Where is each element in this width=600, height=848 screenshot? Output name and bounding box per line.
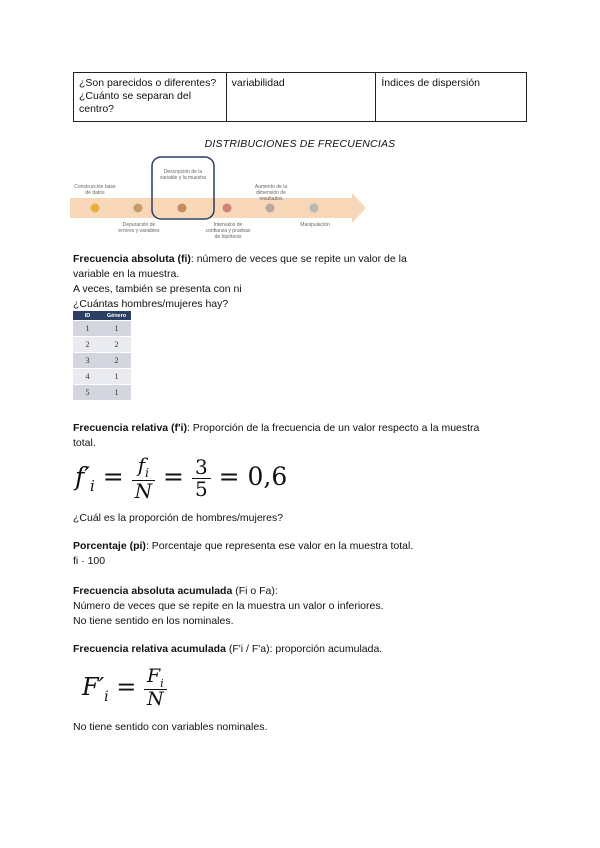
table-cell: 2: [102, 337, 131, 353]
table-row: [73, 369, 131, 385]
cumulative-abs-label: Frecuencia absoluta acumulada: [73, 585, 233, 597]
table-cell: 4: [73, 369, 102, 385]
formula2-lhs: F′: [82, 673, 105, 701]
rel-frequency-label: Frecuencia relativa (f'i): [73, 422, 187, 434]
rel-frequency-text1: : Proporción de la frecuencia de un valor respecto a la muestra: [186, 422, 480, 434]
timeline-label-3: Descripción de la variable y la muestra: [159, 169, 207, 181]
timeline-dot-2: [134, 204, 143, 213]
timeline-dot-3: [178, 204, 187, 213]
table-cell: 1: [102, 369, 131, 385]
percentage-paragraph: [73, 539, 533, 569]
formula1-result: 0,6: [247, 462, 288, 491]
formula1-frac2-num: 3: [192, 457, 211, 479]
abs-frequency-label: Frecuencia absoluta (fi): [73, 253, 191, 265]
percentage-label: Porcentaje (pi): [73, 540, 146, 552]
top-table-cell-index: Índices de dispersión: [376, 73, 527, 122]
proportion-question: ¿Cuál es la proporción de hombres/mujeres?: [73, 512, 284, 524]
gender-table: [73, 311, 131, 400]
abs-frequency-question: ¿Cuántas hombres/mujeres hay?: [73, 298, 229, 310]
abs-frequency-text3: A veces, también se presenta con ni: [73, 283, 242, 295]
timeline-dot-6: [310, 204, 319, 213]
table-cell: 5: [73, 385, 102, 401]
timeline-arrow: [70, 193, 366, 223]
formula1-fraction-symbolic: [132, 455, 156, 502]
abs-frequency-text2: variable en la muestra.: [73, 268, 180, 280]
table-cell: 2: [73, 337, 102, 353]
table-row: [73, 337, 131, 353]
timeline-dot-4: [223, 204, 232, 213]
closing-note: No tiene sentido con variables nominales.: [73, 721, 268, 733]
formula1-frac2-den: 5: [194, 477, 208, 501]
abs-frequency-text1: : número de veces que se repite un valor de la: [190, 253, 407, 265]
formula1-num: f: [137, 453, 146, 478]
table-row: [73, 353, 131, 369]
table-cell: 1: [73, 321, 102, 337]
table-cell: 2: [102, 353, 131, 369]
table-row: [73, 385, 131, 401]
timeline-label-6: Manipulación: [300, 222, 330, 228]
formula1-num-sub: i: [145, 466, 149, 481]
top-table-cell-concept: variabilidad: [226, 73, 376, 122]
cumulative-abs-paragraph: [73, 584, 533, 629]
table-cell: 1: [102, 385, 131, 401]
table-row: [73, 321, 131, 337]
gender-table-header-gender: Género: [102, 311, 131, 321]
timeline-dot-1: [91, 204, 100, 213]
percentage-text2: fi · 100: [73, 555, 106, 567]
rel-frequency-text2: total.: [73, 437, 96, 449]
cumulative-rel-paragraph: [73, 642, 533, 657]
timeline-label-2: Depuración de errores y variables: [118, 222, 160, 234]
percentage-text1: : Porcentaje que representa ese valor en la muestra total.: [145, 540, 414, 552]
timeline-label-4: Intervalos de confianza y pruebas de hipótesis: [205, 222, 251, 240]
timeline-dot-5: [266, 204, 275, 213]
cumulative-rel-text1: (F'i / F'a): proporción acumulada.: [225, 643, 383, 655]
formula2-num-sub: i: [160, 676, 164, 690]
formula2-num: F: [146, 664, 161, 687]
formula2-fraction: [144, 664, 167, 711]
formula1-fraction-numeric: [192, 457, 211, 500]
cumulative-abs-text1: Número de veces que se repite en la muestra un valor o inferiores.: [73, 600, 384, 612]
rel-frequency-paragraph: [73, 421, 533, 451]
cumulative-rel-formula: $F'_i$ = $\frac{F_i}{N}$: [82, 662, 167, 722]
formula1-lhs-sub: i: [89, 477, 95, 495]
rel-frequency-formula: $f'_i$ = $\frac{f_i}{N}$ = $\frac{3}{5}$ = 0,6: [75, 453, 288, 503]
top-table-cell-question: ¿Son parecidos o diferentes? ¿Cuánto se separan del centro?: [74, 73, 227, 122]
formula2-den: N: [147, 688, 164, 711]
formula1-den: N: [134, 478, 153, 503]
abs-frequency-paragraph: [73, 252, 533, 312]
section-heading: DISTRIBUCIONES DE FRECUENCIAS: [204, 138, 396, 150]
cumulative-abs-text2: No tiene sentido en los nominales.: [73, 615, 234, 627]
timeline-label-1: Construcción base de datos: [74, 184, 116, 196]
top-table: [73, 72, 527, 122]
timeline-label-5: Aumento de la dimensión de resultados: [254, 184, 288, 202]
table-cell: 1: [102, 321, 131, 337]
formula2-lhs-sub: i: [104, 688, 109, 705]
process-timeline: [70, 155, 370, 240]
table-cell: 3: [73, 353, 102, 369]
cumulative-rel-label: Frecuencia relativa acumulada: [73, 643, 226, 655]
formula1-lhs: f′: [75, 462, 90, 491]
gender-table-header-id: ID: [73, 311, 102, 321]
cumulative-abs-label-suffix: (Fi o Fa):: [232, 585, 278, 597]
